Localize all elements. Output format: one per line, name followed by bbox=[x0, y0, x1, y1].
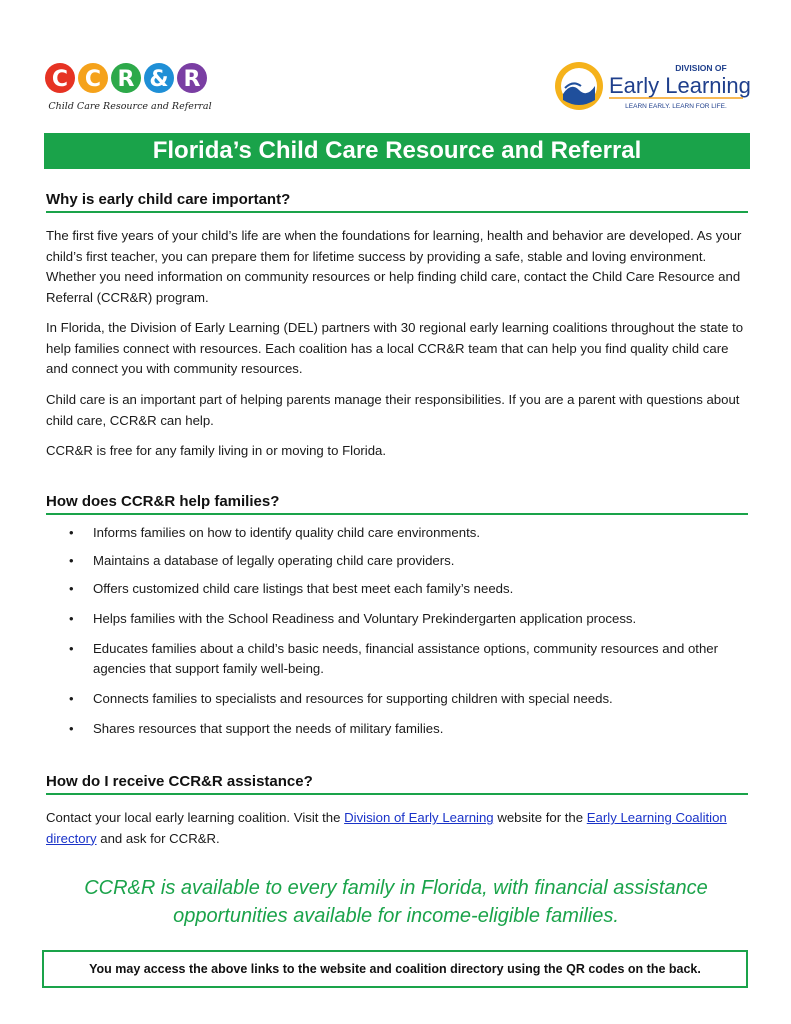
section-heading-how-help: How does CCR&R help families? bbox=[46, 493, 748, 515]
list-item: • Shares resources that support the needs of military families. bbox=[46, 719, 750, 739]
section-heading-why: Why is early child care important? bbox=[46, 191, 748, 213]
del-logo-name: Early Learning bbox=[609, 73, 751, 98]
svg-text:R: R bbox=[117, 67, 135, 92]
svg-text:R: R bbox=[183, 67, 201, 92]
services-list bbox=[46, 523, 750, 739]
list-item: • Maintains a database of legally operating child care providers. bbox=[46, 551, 750, 571]
sun-emblem-icon bbox=[555, 62, 603, 110]
list-item: • Helps families with the School Readiness and Voluntary Prekindergarten application process. bbox=[46, 609, 750, 629]
list-item: • Connects families to specialists and resources for supporting children with special needs. bbox=[46, 689, 750, 709]
link-coalition-directory[interactable]: Early Learning Coalition directory bbox=[46, 810, 727, 846]
del-logo bbox=[553, 60, 753, 112]
paragraph-contact bbox=[46, 808, 750, 849]
paragraph-free-service: CCR&R is free for any family living in or moving to Florida. bbox=[46, 443, 387, 458]
link-division-of-early-learning[interactable]: Division of Early Learning bbox=[344, 810, 494, 825]
qr-notice-box: You may access the above links to the website and coalition directory using the QR codes on the back. bbox=[42, 950, 748, 988]
page-title: Florida’s Child Care Resource and Referral bbox=[44, 133, 750, 169]
paragraph-del-partners: In Florida, the Division of Early Learning (DEL) partners with 30 regional early learning coalitions throughout the state to help families connect with resources. Each coalition has a local CCR&R team that can help you find quality child care and connect you with community resources. bbox=[46, 320, 744, 376]
paragraph-foundations: The first five years of your child’s life are when the foundations for learning, health and behavior are developed. As your child’s first teacher, you can prepare them for lifetime success by providing a safe, stable and loving environment. Whether you need information on community resources or help finding child care, contact the Child Care Resource and Referral (CCR&R) program. bbox=[46, 228, 742, 305]
ccrr-logo bbox=[44, 58, 216, 114]
list-item: • Educates families about a child’s basic needs, financial assistance options, community resources and other agencies that support family well-being. bbox=[46, 639, 750, 679]
availability-callout: CCR&R is available to every family in Florida, with financial assistance opportunities available for income-eligible families. bbox=[84, 877, 708, 927]
list-item: • Offers customized child care listings that best meet each family’s needs. bbox=[46, 579, 750, 599]
list-item: • Informs families on how to identify quality child care environments. bbox=[46, 523, 750, 543]
svg-text:C: C bbox=[51, 67, 69, 92]
contact-text-2: website for the bbox=[493, 810, 587, 825]
contact-text-3: and ask for CCR&R. bbox=[96, 830, 220, 846]
ccrr-logo-letters bbox=[45, 63, 207, 93]
del-logo-tagline: LEARN EARLY. LEARN FOR LIFE. bbox=[625, 103, 727, 110]
section-heading-receive: How do I receive CCR&R assistance? bbox=[46, 773, 748, 795]
svg-text:C: C bbox=[84, 67, 102, 92]
paragraph-child-care-importance: Child care is an important part of helping parents manage their responsibilities. If you are a parent with questions about child care, CCR&R can help. bbox=[46, 392, 740, 428]
del-logo-division: DIVISION OF bbox=[675, 63, 727, 73]
svg-text:&: & bbox=[149, 67, 169, 92]
ccrr-logo-tagline: Child Care Resource and Referral bbox=[48, 101, 212, 112]
contact-text-1: Contact your local early learning coalition. Visit the bbox=[46, 810, 345, 825]
